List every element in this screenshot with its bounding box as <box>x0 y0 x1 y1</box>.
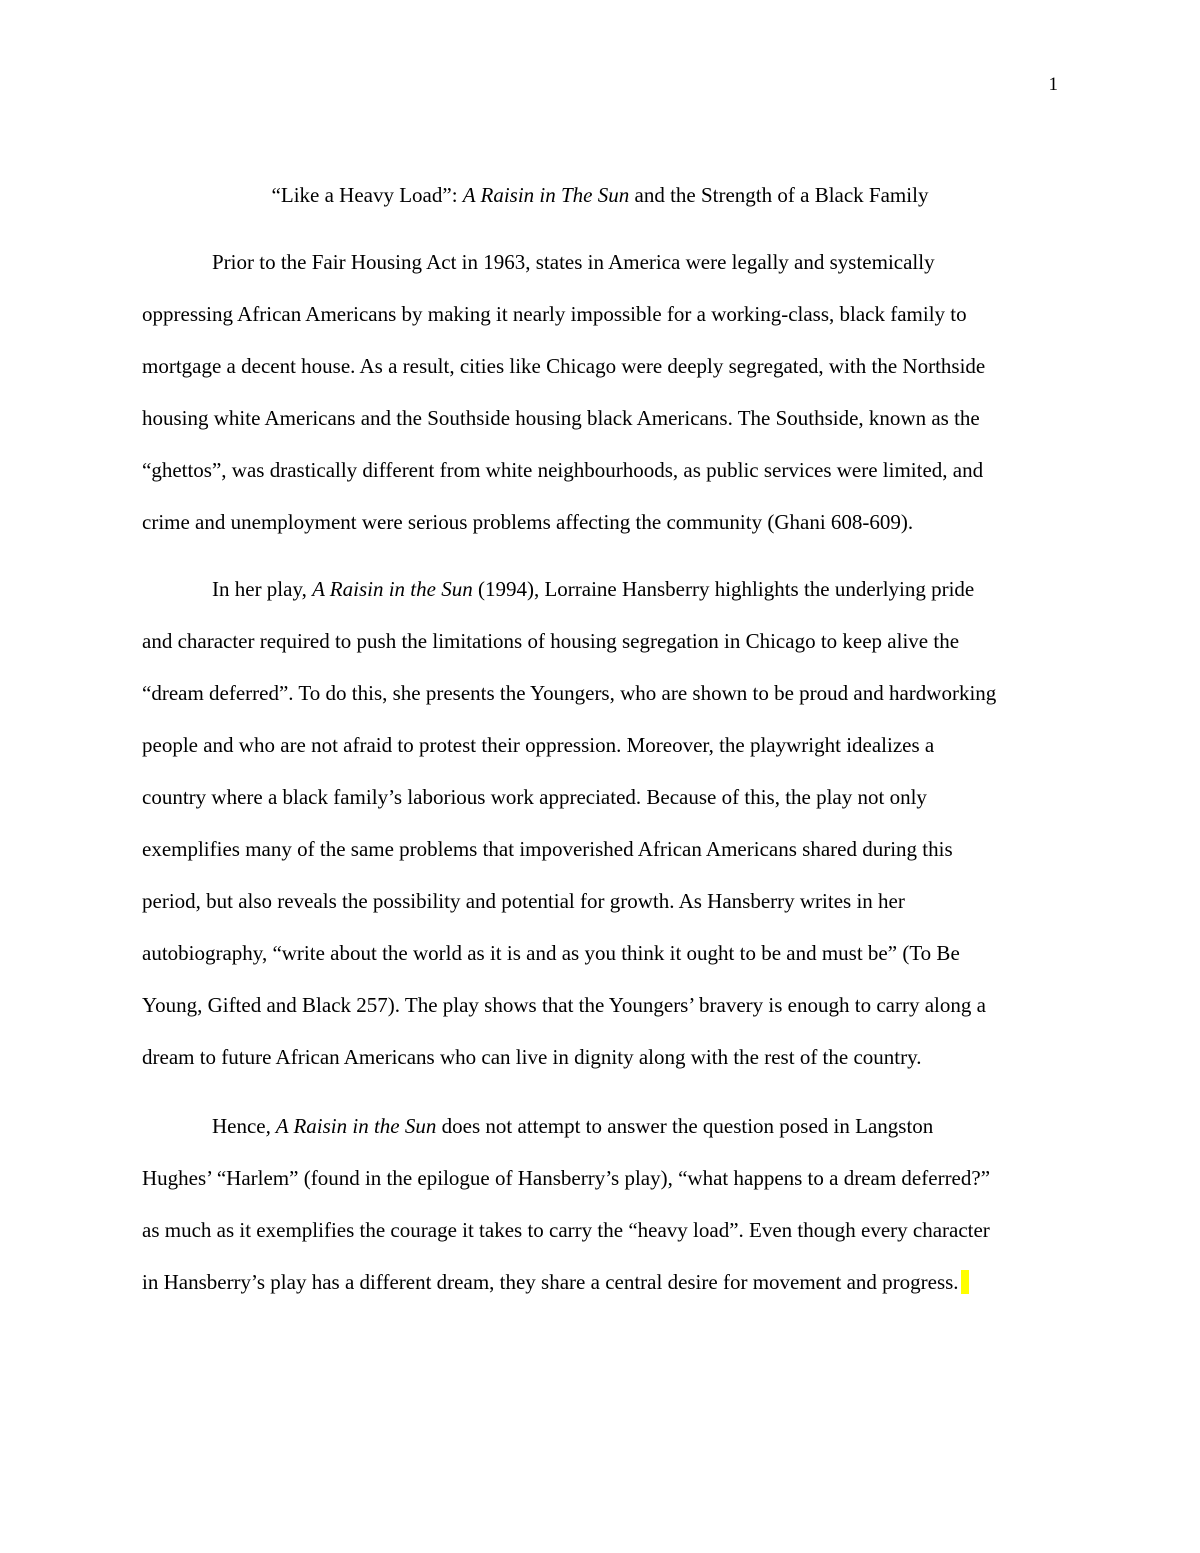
paragraph-line: mortgage a decent house. As a result, cities like Chicago were deeply segregated, with the Northside <box>142 354 986 378</box>
paragraph-line: “dream deferred”. To do this, she presents the Youngers, who are shown to be proud and hardworking <box>142 681 997 705</box>
paragraph-line: autobiography, “write about the world as it is and as you think it ought to be and must be” (To Be <box>142 941 960 965</box>
page-number: 1 <box>1048 74 1058 95</box>
paragraph-line <box>142 563 1072 615</box>
paragraph-line: “ghettos”, was drastically different from white neighbourhoods, as public services were limited, and <box>142 458 984 482</box>
paragraph-line: country where a black family’s laborious work appreciated. Because of this, the play not only <box>142 785 927 809</box>
paragraph-line: Prior to the Fair Housing Act in 1963, states in America were legally and systemically <box>212 250 935 274</box>
paragraph-line <box>142 1256 1072 1308</box>
paragraph-line: housing white Americans and the Southside housing black Americans. The Southside, known as the <box>142 406 980 430</box>
paragraph-line: crime and unemployment were serious problems affecting the community (Ghani 608-609). <box>142 510 914 534</box>
document-title <box>142 182 1058 208</box>
line-text-before: In her play, <box>212 577 313 601</box>
paragraph-line: exemplifies many of the same problems that impoverished African Americans shared during this <box>142 837 953 861</box>
line-text-after: (1994), Lorraine Hansberry highlights the underlying pride <box>472 577 975 601</box>
paragraph-line: people and who are not afraid to protest their oppression. Moreover, the playwright idealizes a <box>142 733 935 757</box>
paragraph-line: Hughes’ “Harlem” (found in the epilogue of Hansberry’s play), “what happens to a dream deferred?” <box>142 1166 991 1190</box>
line-text: in Hansberry’s play has a different dream, they share a central desire for movement and progress. <box>142 1270 959 1294</box>
paragraph-line: as much as it exemplifies the courage it takes to carry the “heavy load”. Even though every character <box>142 1218 990 1242</box>
italic-work-title: A Raisin in the Sun <box>312 577 473 601</box>
paragraph-line: oppressing African Americans by making it nearly impossible for a working-class, black family to <box>142 302 967 326</box>
text-highlight-marker <box>961 1270 969 1294</box>
italic-work-title: , A Raisin in the Sun <box>265 1114 437 1138</box>
title-text-before: “Like a Heavy Load”: <box>271 183 463 207</box>
title-text-after: and the Strength of a Black Family <box>629 183 929 207</box>
paragraph-line: period, but also reveals the possibility and potential for growth. As Hansberry writes in her <box>142 889 905 913</box>
title-italic-work: A Raisin in The Sun <box>462 183 630 207</box>
paragraph-2 <box>142 563 1072 1083</box>
paragraph-3 <box>142 1100 1072 1308</box>
paragraph-line <box>142 1100 1072 1152</box>
paragraph-line: and character required to push the limitations of housing segregation in Chicago to keep alive the <box>142 629 960 653</box>
paragraph-1 <box>142 236 1072 548</box>
line-text-before: Hence <box>212 1114 266 1138</box>
paragraph-line: Young, Gifted and Black 257). The play shows that the Youngers’ bravery is enough to carry along a <box>142 993 986 1017</box>
line-text-after: does not attempt to answer the question posed in Langston <box>436 1114 934 1138</box>
paragraph-line: dream to future African Americans who can live in dignity along with the rest of the country. <box>142 1045 922 1069</box>
